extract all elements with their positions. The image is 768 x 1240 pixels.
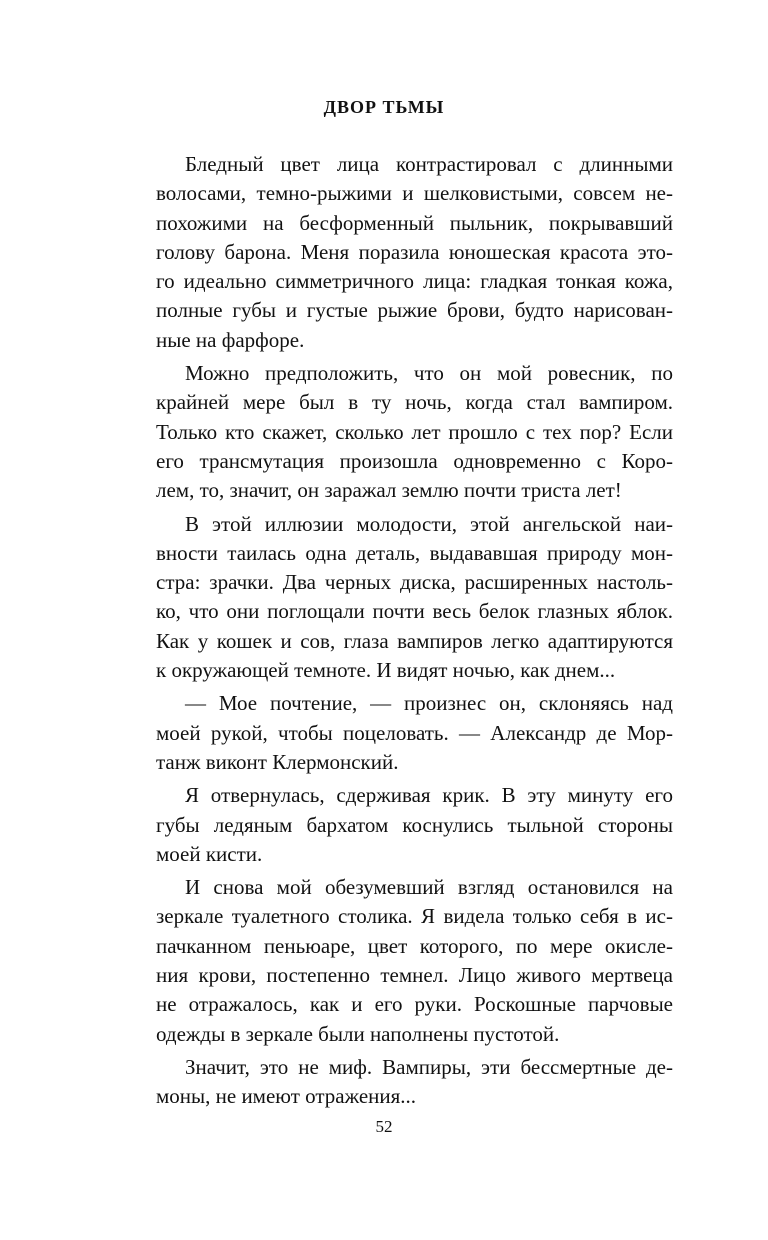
paragraph (156, 150, 673, 355)
paragraph (156, 1053, 673, 1112)
text-line: похожими на бесформенный пыльник, покрывавший (156, 210, 673, 235)
text-line: моны, не имеют отражения... (156, 1084, 417, 1109)
text-line: — Мое почтение, — произнес он, склоняясь над (185, 691, 673, 716)
text-line: губы ледяным бархатом коснулись тыльной стороны (156, 812, 673, 837)
text-line: вности таилась одна деталь, выдававшая природу мон- (156, 540, 673, 565)
text-line: Только кто скажет, сколько лет прошло с тех пор? Если (156, 419, 673, 444)
text-line: одежды в зеркале были наполнены пустотой. (156, 1021, 560, 1046)
text-line: Можно предположить, что он мой ровесник, по (185, 361, 673, 386)
paragraph (156, 689, 673, 777)
paragraph (156, 873, 673, 1049)
text-line: го идеально симметричного лица: гладкая тонкая кожа, (156, 269, 673, 294)
text-line: голову барона. Меня поразила юношеская красота это- (156, 239, 673, 264)
running-head: ДВОР ТЬМЫ (323, 97, 445, 117)
text-line: крайней мере был в ту ночь, когда стал вампиром. (156, 390, 673, 415)
text-line: Как у кошек и сов, глаза вампиров легко адаптируются (156, 628, 673, 653)
text-line: танж виконт Клермонский. (156, 749, 399, 774)
paragraph (156, 359, 673, 505)
text-line: зеркале туалетного столика. Я видела только себя в ис- (156, 904, 673, 929)
text-line: стра: зрачки. Два черных диска, расширенных настоль- (156, 570, 673, 595)
paragraph (156, 510, 673, 686)
text-line: В этой иллюзии молодости, этой ангельской наи- (185, 511, 673, 536)
text-line: И снова мой обезумевший взгляд остановился на (185, 875, 673, 900)
text-line: пачканном пеньюаре, цвет которого, по мере окисле- (156, 933, 673, 958)
text-line: Я отвернулась, сдерживая крик. В эту минуту его (185, 783, 673, 808)
text-line: лем, то, значит, он заражал землю почти триста лет! (156, 478, 622, 503)
text-line: Бледный цвет лица контрастировал с длинными (185, 152, 673, 176)
text-line: волосами, темно-рыжими и шелковистыми, совсем не- (156, 181, 673, 206)
text-line: моей кисти. (156, 841, 263, 866)
page-number: 52 (375, 1117, 393, 1136)
body-text (156, 150, 673, 1112)
text-line: ные на фарфоре. (156, 327, 305, 352)
text-line: Значит, это не миф. Вампиры, эти бессмертные де- (185, 1054, 673, 1079)
text-line: его трансмутация произошла одновременно с Коро- (156, 448, 673, 473)
text-line: ко, что они поглощали почти весь белок глазных яблок. (156, 599, 673, 624)
text-line: к окружающей темноте. И видят ночью, как днем... (156, 658, 616, 683)
text-line: моей рукой, чтобы поцеловать. — Александр де Мор- (156, 720, 673, 745)
text-line: не отражалось, как и его руки. Роскошные парчовые (156, 992, 673, 1017)
text-line: полные губы и густые рыжие брови, будто нарисован- (156, 298, 673, 323)
text-line: ния крови, постепенно темнел. Лицо живого мертвеца (156, 963, 673, 988)
paragraph (156, 781, 673, 869)
